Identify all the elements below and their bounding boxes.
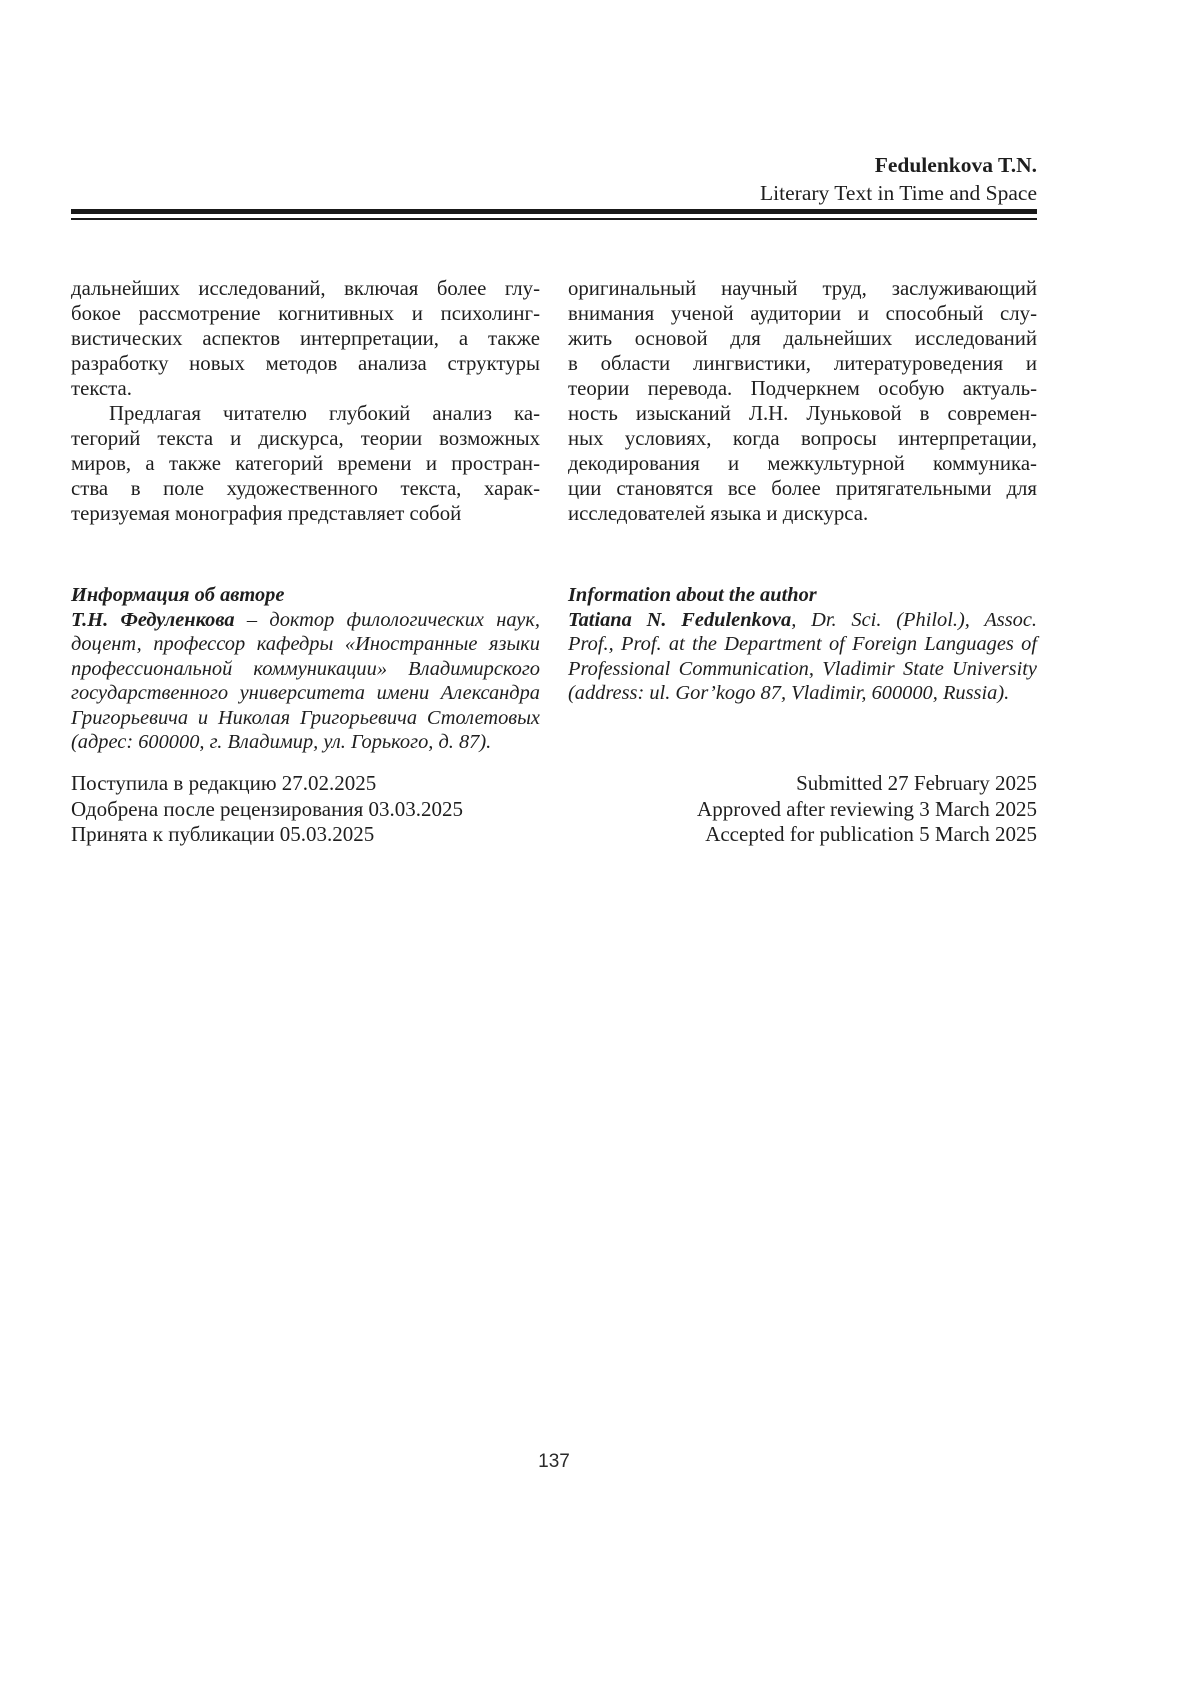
body-text-line: декодирования и межкультурной коммуника- xyxy=(568,452,1037,475)
body-text-line: вистических аспектов интерпретации, а также xyxy=(71,327,540,350)
body-text-line: ность изысканий Л.Н. Луньковой в современ- xyxy=(568,402,1037,425)
body-text-line: теризуемая монография представляет собой xyxy=(71,502,462,525)
body-text-line: внимания ученой аудитории и способный слу- xyxy=(568,302,1037,325)
body-text-line: оригинальный научный труд, заслуживающий xyxy=(568,277,1037,300)
body-text-line: текста. xyxy=(71,377,132,400)
dates-ru xyxy=(71,771,463,848)
body-text-line: жить основой для дальнейших исследований xyxy=(568,327,1037,350)
date-line: Принята к публикации 05.03.2025 xyxy=(71,822,375,846)
author-info-en xyxy=(568,583,1037,755)
body-column-left xyxy=(71,276,540,526)
body-text-line: бокое рассмотрение когнитивных и психолинг- xyxy=(71,302,540,325)
author-info-line xyxy=(71,681,540,706)
author-info-text: государственного университета имени Александра xyxy=(71,682,540,704)
body-text-line: в области лингвистики, литературоведения и xyxy=(568,352,1037,375)
author-info-body-en xyxy=(568,608,1037,706)
author-info-heading-en: Information about the author xyxy=(568,584,817,606)
author-info-line xyxy=(71,706,540,731)
body-text-line: ства в поле художественного текста, харак- xyxy=(71,477,540,500)
dates-section xyxy=(71,771,1037,848)
author-name: Т.Н. Федуленкова xyxy=(71,608,235,631)
author-info-line xyxy=(568,632,1037,657)
author-info-text: Григорьевича и Николая Григорьевича Столетовых xyxy=(71,706,540,729)
body-text-line: ных условиях, когда вопросы интерпретации, xyxy=(568,427,1037,450)
running-head-title: Literary Text in Time and Space xyxy=(760,181,1037,205)
author-info-line xyxy=(568,657,1037,682)
article-body xyxy=(71,276,1037,526)
author-info-line xyxy=(71,632,540,657)
author-info-text: доцент, профессор кафедры «Иностранные языки xyxy=(71,633,540,655)
body-text-line: дальнейших исследований, включая более глу- xyxy=(71,277,540,300)
date-line: Accepted for publication 5 March 2025 xyxy=(705,822,1037,846)
date-line: Поступила в редакцию 27.02.2025 xyxy=(71,771,377,795)
double-rule-thick xyxy=(71,209,1037,214)
date-line: Одобрена после рецензирования 03.03.2025 xyxy=(71,796,464,821)
running-head-author: Fedulenkova T.N. xyxy=(874,153,1037,177)
author-info-text: (адрес: 600000, г. Владимир, ул. Горького, д. 87). xyxy=(71,731,492,753)
body-text-line: тегорий текста и дискурса, теории возможных xyxy=(71,427,540,450)
author-info-heading-ru: Информация об авторе xyxy=(71,584,285,606)
author-name: Tatiana N. Fedulenkova xyxy=(568,608,792,631)
author-info-text: , Dr. Sci. (Philol.), Assoc. xyxy=(791,608,1037,631)
author-info-text: Professional Communication, Vladimir State University xyxy=(568,657,1037,680)
author-info-line xyxy=(71,608,540,633)
body-text-line: ции становятся все более притягательными для xyxy=(568,477,1037,500)
date-line: Approved after reviewing 3 March 2025 xyxy=(697,796,1037,821)
body-text-line: Предлагая читателю глубокий анализ ка- xyxy=(109,402,540,425)
dates-en xyxy=(697,771,1037,848)
body-text-line: теории перевода. Подчеркнем особую актуаль- xyxy=(568,377,1037,400)
author-info-text: – доктор филологических наук, xyxy=(234,608,540,631)
author-info-section xyxy=(71,583,1037,755)
body-column-right xyxy=(568,276,1037,526)
page-number: 137 xyxy=(538,1451,570,1472)
author-info-line xyxy=(568,681,1037,706)
body-text-line: миров, а также категорий времени и простран- xyxy=(71,452,540,475)
author-info-text: (address: ul. Gor’kogo 87, Vladimir, 600000, Russia). xyxy=(568,682,1010,704)
author-info-text: Prof., Prof. at the Department of Foreign Languages of xyxy=(568,633,1037,655)
author-info-line xyxy=(568,608,1037,633)
author-info-line xyxy=(71,730,540,755)
body-text-line: разработку новых методов анализа структуры xyxy=(71,352,540,375)
author-info-text: профессиональной коммуникации» Владимирского xyxy=(71,657,540,680)
author-info-ru xyxy=(71,583,540,755)
author-info-line xyxy=(71,657,540,682)
date-line: Submitted 27 February 2025 xyxy=(796,771,1037,795)
running-head xyxy=(71,151,1037,207)
author-info-body-ru xyxy=(71,608,540,755)
page-content xyxy=(71,0,1037,1697)
body-text-line: исследователей языка и дискурса. xyxy=(568,502,869,525)
double-rule-thin xyxy=(71,218,1037,220)
